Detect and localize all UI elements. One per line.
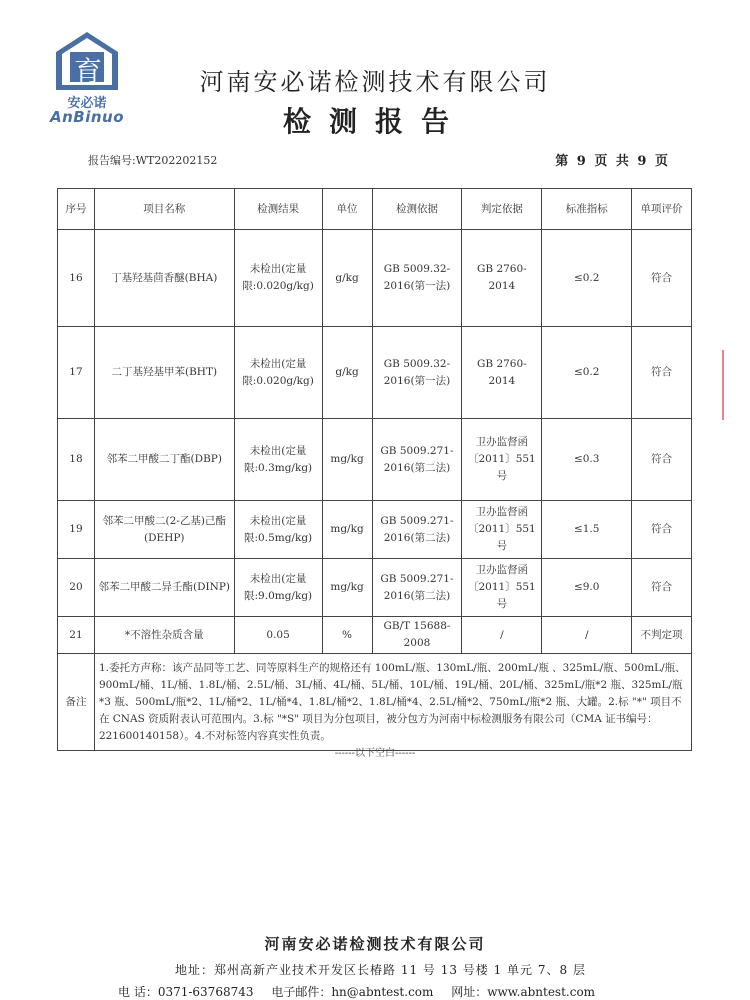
test-result: 未检出(定量限:9.0mg/kg) xyxy=(234,559,322,617)
standard-limit: / xyxy=(542,617,632,654)
evaluation: 符合 xyxy=(632,230,692,327)
unit: mg/kg xyxy=(322,419,372,501)
footer-contact xyxy=(118,983,609,1000)
header-cell: 单项评价 xyxy=(632,189,692,230)
item-name: 邻苯二甲酸二丁酯(DBP) xyxy=(94,419,234,501)
footer-website: 网址：www.abntest.com xyxy=(451,985,596,999)
row-number: 16 xyxy=(58,230,95,327)
test-method: GB/T 15688-2008 xyxy=(372,617,462,654)
table-row xyxy=(58,559,692,617)
item-name: 丁基羟基茴香醚(BHA) xyxy=(94,230,234,327)
test-result: 0.05 xyxy=(234,617,322,654)
row-number: 18 xyxy=(58,419,95,501)
item-name: 二丁基羟基甲苯(BHT) xyxy=(94,327,234,419)
logo-english-name: AnBinuo xyxy=(49,108,125,126)
item-name: 邻苯二甲酸二异壬酯(DINP) xyxy=(94,559,234,617)
judgment-basis: 卫办监督函〔2011〕551号 xyxy=(462,559,542,617)
table-row xyxy=(58,327,692,419)
judgment-basis: GB 2760-2014 xyxy=(462,327,542,419)
logo-chinese-name: 安必诺 xyxy=(67,96,107,111)
table-row xyxy=(58,617,692,654)
standard-limit: ≤1.5 xyxy=(542,501,632,559)
unit: g/kg xyxy=(322,327,372,419)
footer-email: 电子邮件：hn@abntest.com xyxy=(271,985,434,999)
unit: mg/kg xyxy=(322,559,372,617)
test-result: 未检出(定量限:0.5mg/kg) xyxy=(234,501,322,559)
unit: g/kg xyxy=(322,230,372,327)
row-number: 17 xyxy=(58,327,95,419)
blank-below-marker: ------以下空白------ xyxy=(334,748,416,759)
item-name: *不溶性杂质含量 xyxy=(94,617,234,654)
standard-limit: ≤0.2 xyxy=(542,327,632,419)
footer-phone: 电 话：0371-63768743 xyxy=(118,985,254,999)
item-name: 邻苯二甲酸二(2-乙基)己酯(DEHP) xyxy=(94,501,234,559)
standard-limit: ≤0.2 xyxy=(542,230,632,327)
footer-company: 河南安必诺检测技术有限公司 xyxy=(264,935,486,953)
row-number: 19 xyxy=(58,501,95,559)
table-header-row xyxy=(58,189,692,230)
test-result: 未检出(定量限:0.3mg/kg) xyxy=(234,419,322,501)
test-method: GB 5009.271-2016(第二法) xyxy=(372,501,462,559)
header-cell: 序号 xyxy=(58,189,95,230)
evaluation: 符合 xyxy=(632,419,692,501)
test-result: 未检出(定量限:0.020g/kg) xyxy=(234,327,322,419)
judgment-basis: 卫办监督函〔2011〕551号 xyxy=(462,501,542,559)
results-table xyxy=(57,188,692,751)
test-method: GB 5009.271-2016(第二法) xyxy=(372,419,462,501)
judgment-basis: GB 2760-2014 xyxy=(462,230,542,327)
header-cell: 项目名称 xyxy=(94,189,234,230)
page-number: 第 9 页 共 9 页 xyxy=(555,154,670,169)
header-cell: 检测依据 xyxy=(372,189,462,230)
footer-address: 地址：郑州高新产业技术开发区长椿路 11 号 13 号楼 1 单元 7、8 层 xyxy=(175,963,586,977)
seal-edge-mark xyxy=(722,350,732,420)
test-method: GB 5009.32-2016(第一法) xyxy=(372,230,462,327)
evaluation: 符合 xyxy=(632,327,692,419)
header-cell: 单位 xyxy=(322,189,372,230)
notes-label: 备注 xyxy=(58,654,95,751)
unit: % xyxy=(322,617,372,654)
test-method: GB 5009.32-2016(第一法) xyxy=(372,327,462,419)
notes-text: 1.委托方声称：该产品同等工艺、同等原料生产的规格还有 100mL/瓶、130mL/瓶、200mL/瓶 、325mL/瓶、500mL/瓶、900mL/桶、1L/桶、1.8L/桶、2.5L/桶、3L/桶、4L/桶、5L/桶、10L/桶、19L/桶、20L/桶、325mL/瓶*2 瓶、325mL/瓶*3 瓶、500mL/瓶*2、1L/桶*2、1L/桶*4、1.8L/桶*2、1.8L/桶*4、2.5L/桶*2、750mL/瓶*2 瓶、大罐。2.标 "*" 项目不在 CNAS 资质附表认可范围内。3.标 "*S" 项目为分包项目，被分包方为河南中标检测服务有限公司（CMA 证书编号：221600140158）。4.不对标签内容真实性负责。 xyxy=(94,654,691,751)
standard-limit: ≤0.3 xyxy=(542,419,632,501)
test-result: 未检出(定量限:0.020g/kg) xyxy=(234,230,322,327)
table-row xyxy=(58,419,692,501)
standard-limit: ≤9.0 xyxy=(542,559,632,617)
report-title: 检测报告 xyxy=(282,105,467,138)
header-cell: 标准指标 xyxy=(542,189,632,230)
report-number: 报告编号:WT202202152 xyxy=(88,154,218,167)
table-row xyxy=(58,230,692,327)
company-name: 河南安必诺检测技术有限公司 xyxy=(199,68,551,96)
row-number: 21 xyxy=(58,617,95,654)
notes-row xyxy=(58,654,692,751)
evaluation: 符合 xyxy=(632,501,692,559)
logo-glyph: 育 xyxy=(74,55,103,88)
judgment-basis: 卫办监督函〔2011〕551号 xyxy=(462,419,542,501)
judgment-basis: / xyxy=(462,617,542,654)
evaluation: 不判定项 xyxy=(632,617,692,654)
header-cell: 判定依据 xyxy=(462,189,542,230)
unit: mg/kg xyxy=(322,501,372,559)
test-method: GB 5009.271-2016(第二法) xyxy=(372,559,462,617)
table-row xyxy=(58,501,692,559)
header-cell: 检测结果 xyxy=(234,189,322,230)
evaluation: 符合 xyxy=(632,559,692,617)
row-number: 20 xyxy=(58,559,95,617)
